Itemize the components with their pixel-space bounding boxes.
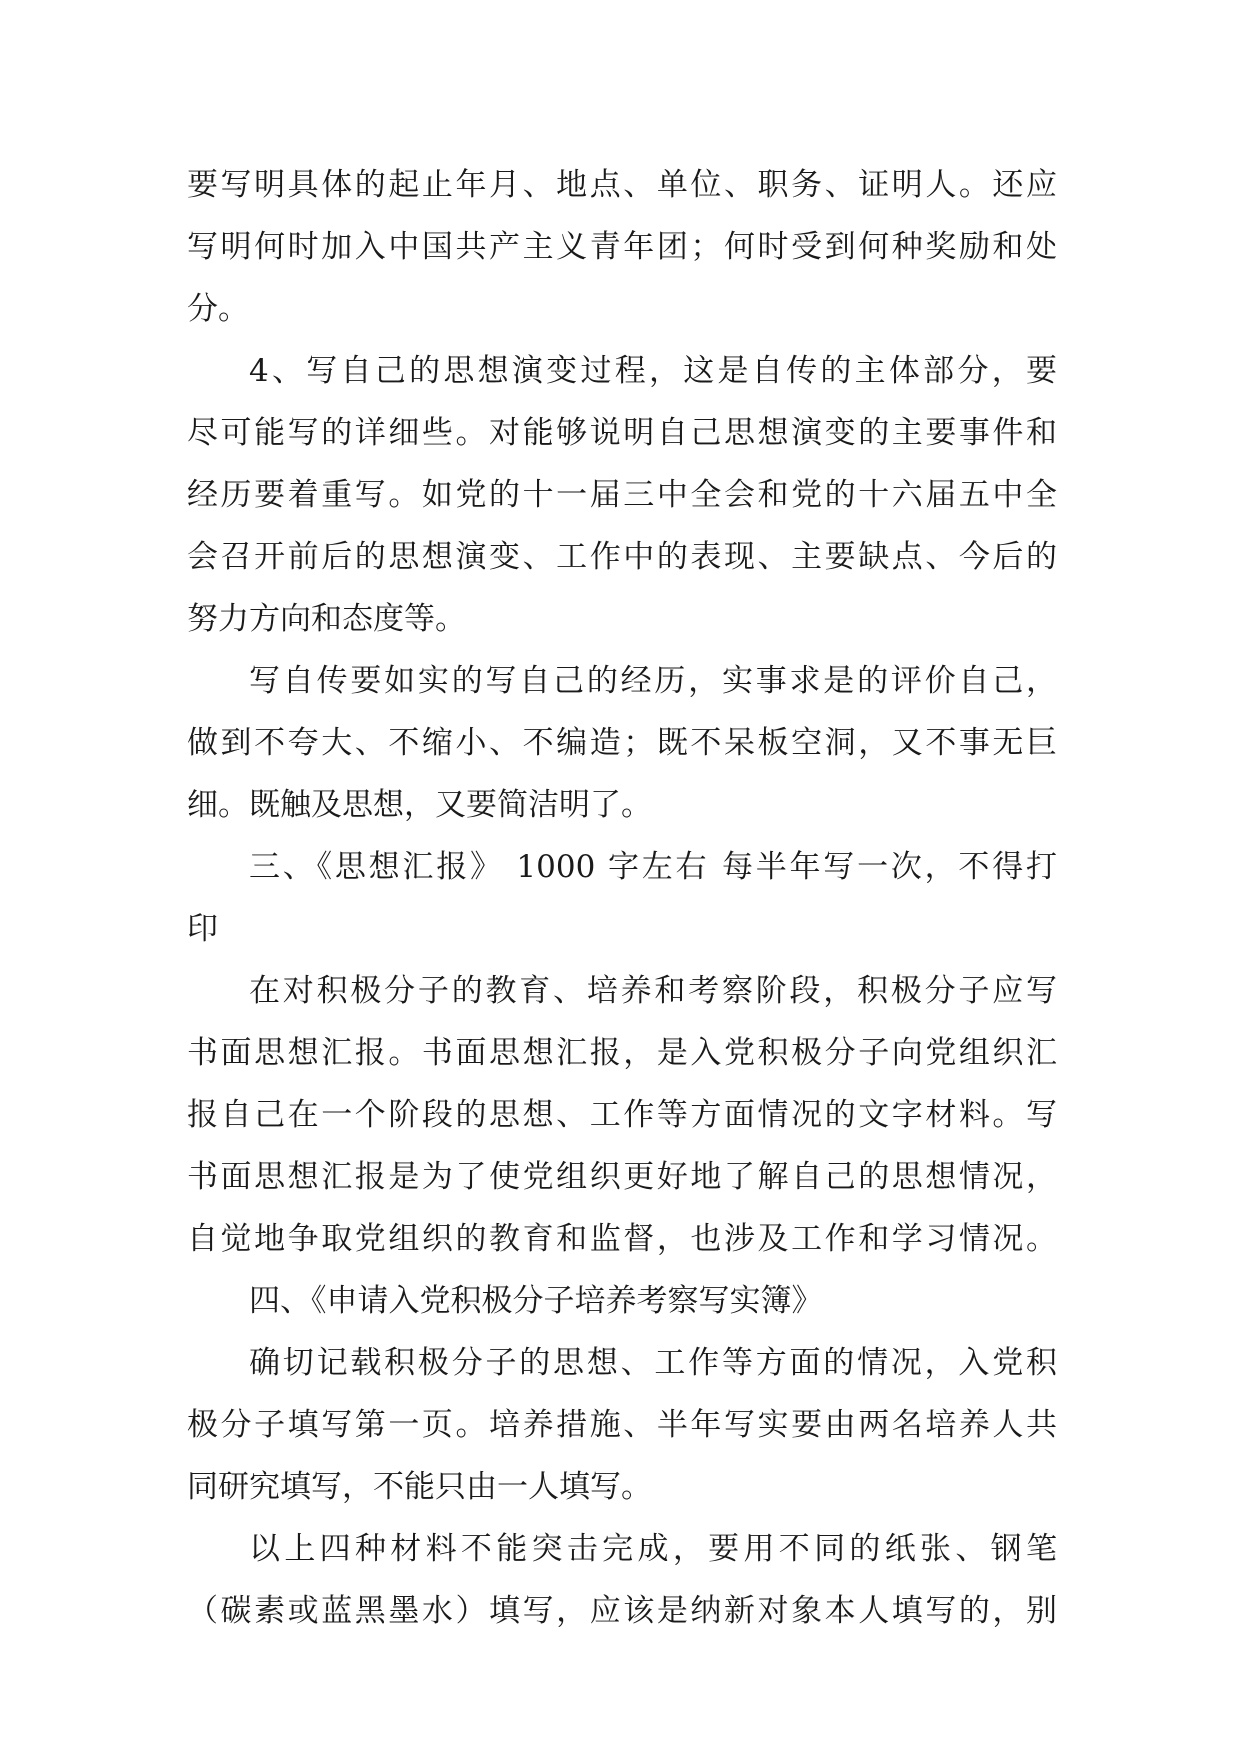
section-heading-3: 三、《思想汇报》 1000 字左右 每半年写一次，不得打 <box>249 849 1057 885</box>
section-heading-4: 四、《申请入党积极分子培养考察写实簿》 <box>249 1283 823 1319</box>
body-line-17: 书面思想汇报是为了使党组织更好地了解自己的思想情况， <box>187 1159 1057 1195</box>
body-line-20: 确切记载积极分子的思想、工作等方面的情况，入党积 <box>249 1345 1057 1381</box>
body-line-3: 分。 <box>187 291 249 327</box>
body-line-4: 4、写自己的思想演变过程，这是自传的主体部分，要 <box>249 353 1057 389</box>
body-line-2: 写明何时加入中国共产主义青年团；何时受到何种奖励和处 <box>187 229 1057 265</box>
body-line-16: 报自己在一个阶段的思想、工作等方面情况的文字材料。写 <box>187 1097 1057 1133</box>
body-line-14: 在对积极分子的教育、培养和考察阶段，积极分子应写 <box>249 973 1057 1009</box>
body-line-1: 要写明具体的起止年月、地点、单位、职务、证明人。还应 <box>187 167 1057 203</box>
body-line-24: （碳素或蓝黑墨水）填写，应该是纳新对象本人填写的，别 <box>187 1593 1057 1629</box>
body-line-8: 努力方向和态度等。 <box>187 601 466 637</box>
body-line-18: 自觉地争取党组织的教育和监督，也涉及工作和学习情况。 <box>187 1221 1057 1257</box>
body-line-6: 经历要着重写。如党的十一届三中全会和党的十六届五中全 <box>187 477 1057 513</box>
document-body <box>187 154 1057 1642</box>
body-line-5: 尽可能写的详细些。对能够说明自己思想演变的主要事件和 <box>187 415 1057 451</box>
body-line-21: 极分子填写第一页。培养措施、半年写实要由两名培养人共 <box>187 1407 1057 1443</box>
body-line-10: 做到不夸大、不缩小、不编造；既不呆板空洞，又不事无巨 <box>187 725 1057 761</box>
body-line-22: 同研究填写，不能只由一人填写。 <box>187 1469 652 1505</box>
body-line-9: 写自传要如实的写自己的经历，实事求是的评价自己， <box>249 663 1057 699</box>
body-line-11: 细。既触及思想，又要简洁明了。 <box>187 787 652 823</box>
body-line-23: 以上四种材料不能突击完成，要用不同的纸张、钢笔 <box>249 1531 1057 1567</box>
body-line-13: 印 <box>187 911 218 947</box>
body-line-15: 书面思想汇报。书面思想汇报，是入党积极分子向党组织汇 <box>187 1035 1057 1071</box>
body-line-7: 会召开前后的思想演变、工作中的表现、主要缺点、今后的 <box>187 539 1057 575</box>
